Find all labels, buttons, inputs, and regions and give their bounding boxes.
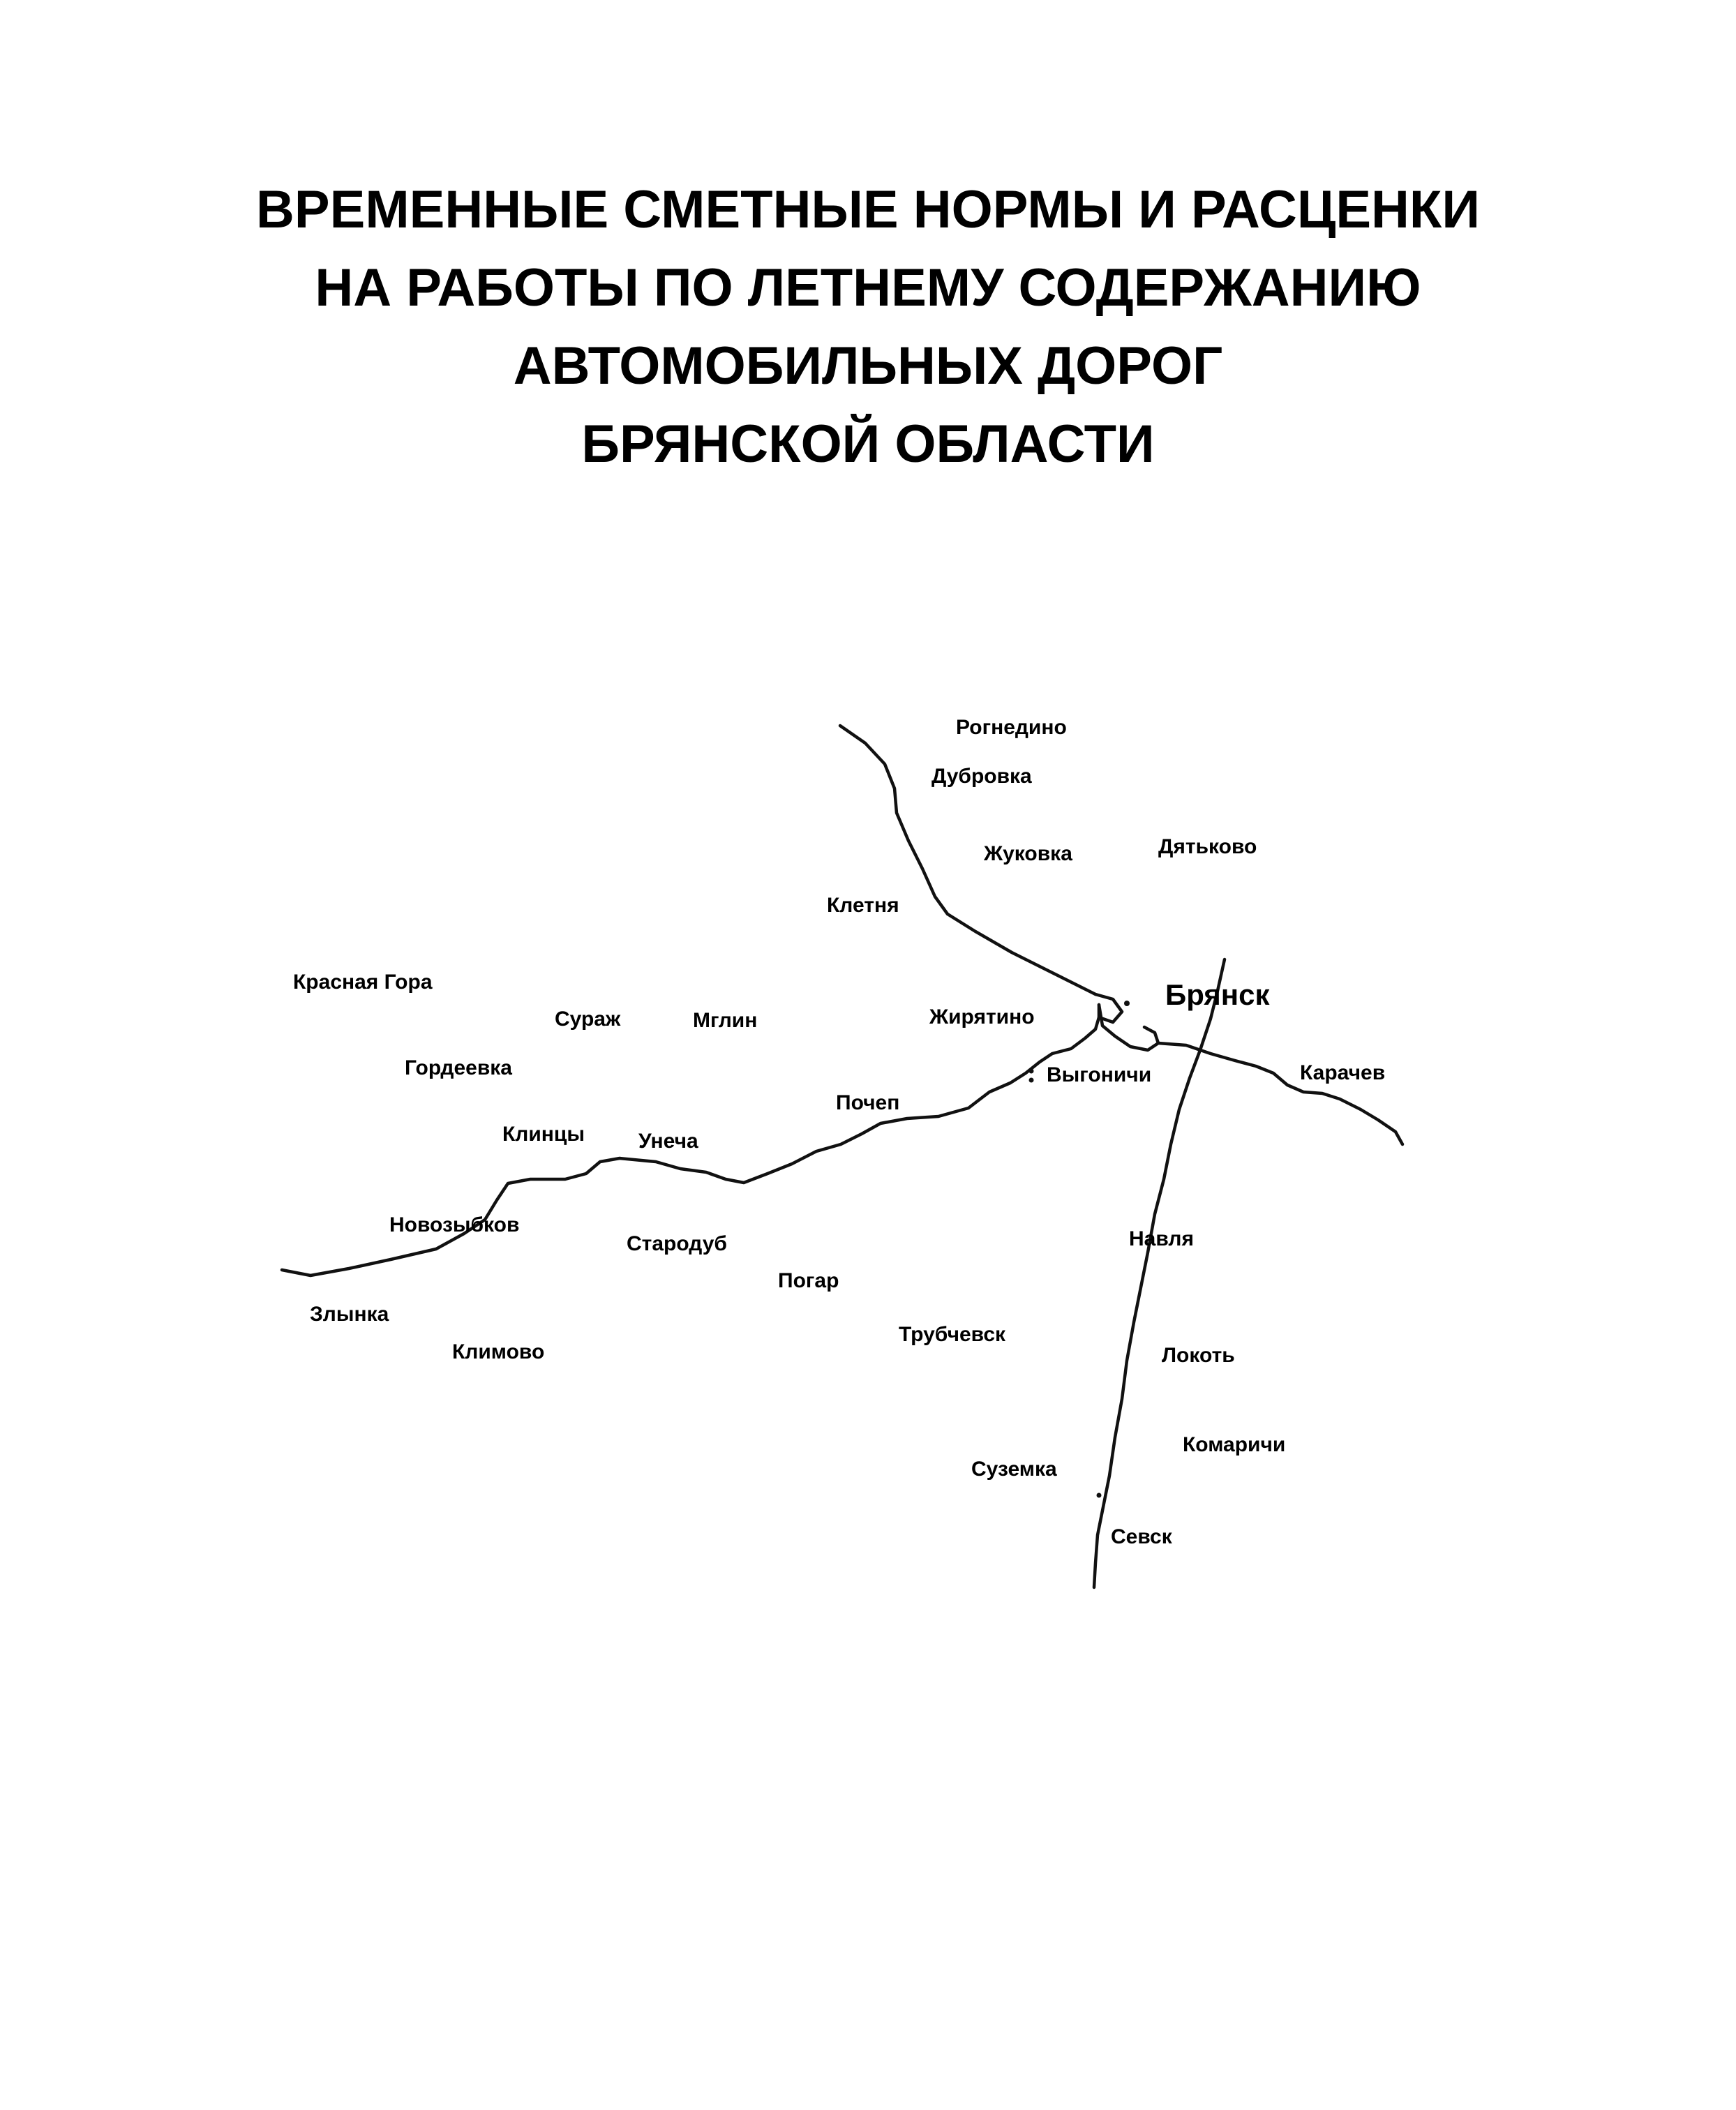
junction-dot (1029, 1078, 1034, 1083)
road-south (1094, 959, 1225, 1587)
town-label: Дятьково (1158, 835, 1257, 858)
town-label: Унеча (638, 1130, 698, 1153)
title-line: АВТОМОБИЛЬНЫХ ДОРОГ (513, 336, 1223, 396)
junction-dot (1029, 1069, 1034, 1074)
town-label: Жирятино (929, 1005, 1035, 1028)
town-label: Красная Гора (293, 971, 433, 994)
town-label: Клетня (827, 894, 899, 917)
road-east (1158, 1043, 1402, 1144)
town-label: Рогнедино (956, 716, 1067, 739)
town-label: Климово (452, 1340, 545, 1363)
title-line: БРЯНСКОЙ ОБЛАСТИ (581, 414, 1155, 474)
town-label: Дубровка (931, 765, 1032, 788)
town-labels (293, 716, 1385, 1548)
town-label: Севск (1111, 1525, 1172, 1548)
town-label: Локоть (1162, 1344, 1235, 1367)
town-label: Комаричи (1183, 1433, 1286, 1456)
town-label: Жуковка (984, 842, 1072, 865)
title-line: ВРЕМЕННЫЕ СМЕТНЫЕ НОРМЫ И РАСЦЕНКИ (256, 180, 1480, 239)
town-label: Сураж (555, 1008, 621, 1031)
town-label: Новозыбков (389, 1213, 520, 1236)
town-label: Трубчевск (899, 1323, 1006, 1346)
town-label: Карачев (1300, 1061, 1386, 1084)
junction-dot (1124, 1001, 1130, 1006)
town-label: Погар (778, 1269, 839, 1292)
town-label: Навля (1129, 1227, 1194, 1250)
town-label: Стародуб (627, 1232, 727, 1255)
capital-label: Брянск (1165, 978, 1270, 1011)
town-label: Гордеевка (405, 1056, 512, 1079)
town-label: Мглин (693, 1009, 758, 1032)
town-label: Злынка (310, 1303, 389, 1326)
town-label: Суземка (971, 1458, 1057, 1481)
town-label: Выгоничи (1047, 1063, 1152, 1086)
junction-dot (1097, 1493, 1102, 1498)
town-label: Почеп (836, 1091, 900, 1114)
town-label: Клинцы (502, 1123, 585, 1146)
title-line: НА РАБОТЫ ПО ЛЕТНЕМУ СОДЕРЖАНИЮ (315, 258, 1421, 317)
